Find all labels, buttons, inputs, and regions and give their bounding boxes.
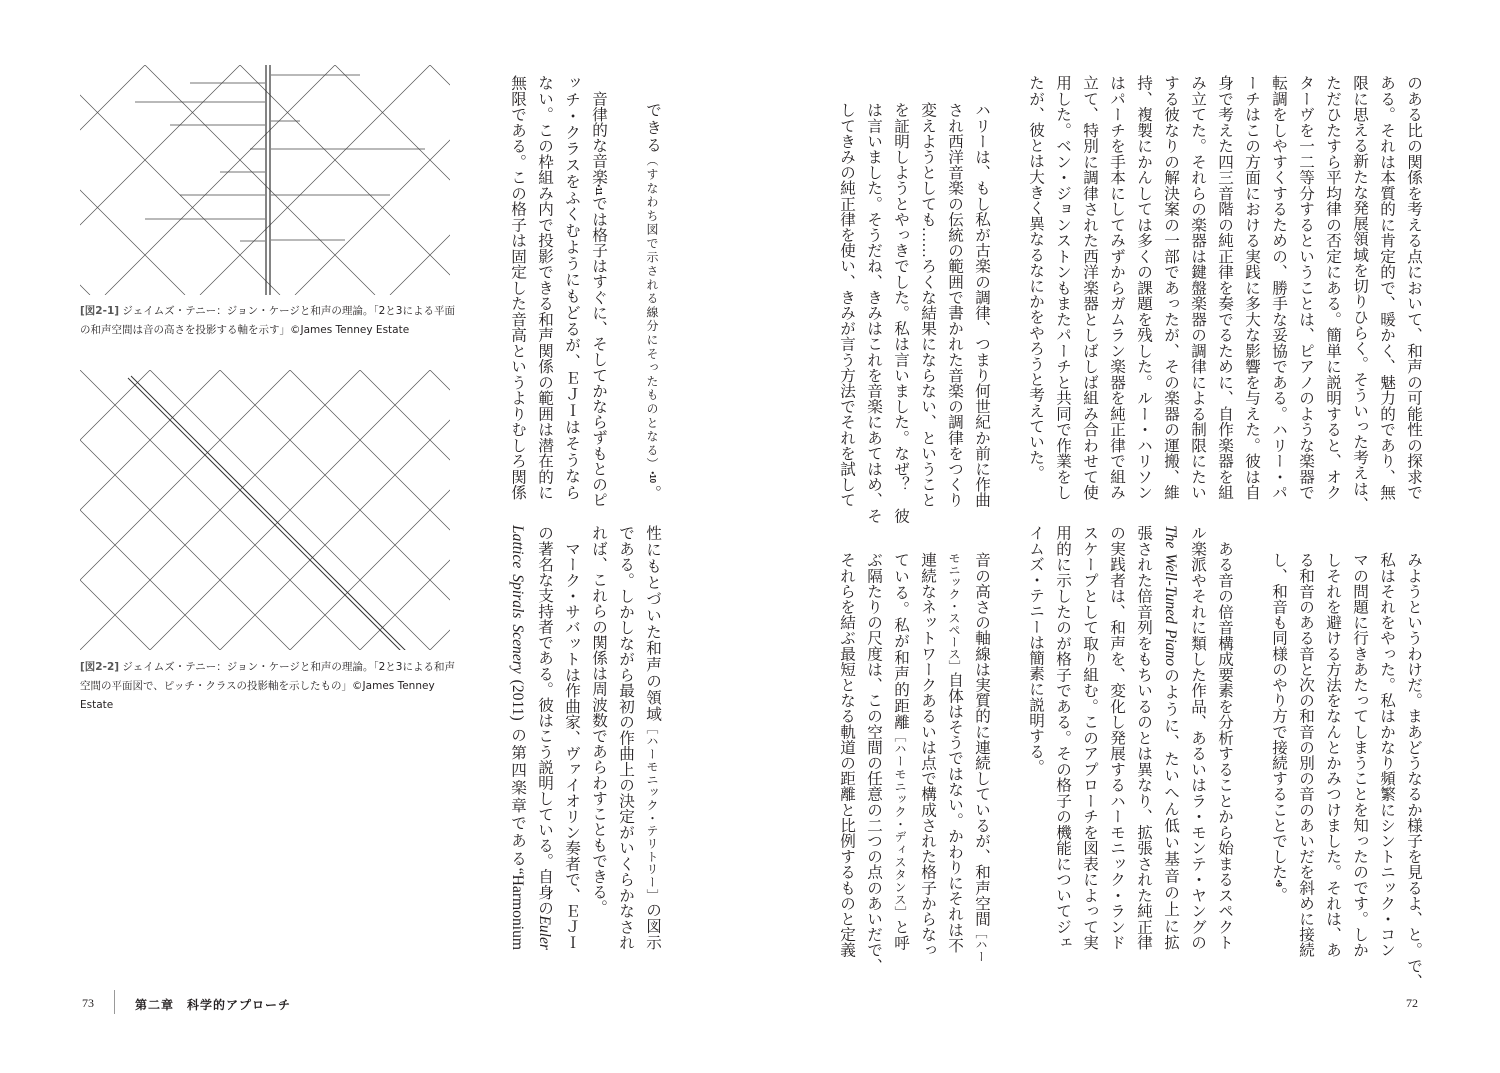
- italic-title: Euler: [536, 915, 553, 950]
- text-run: 性にもとづいた和声の領域: [644, 525, 661, 723]
- text-run: できる: [644, 101, 661, 154]
- text-column: 私はそれをやった。私はかなり頻繁にシントニック・コン: [1378, 551, 1395, 958]
- lattice-line: [335, 65, 450, 295]
- block-quote: [833, 75, 995, 523]
- lattice-line: [80, 65, 185, 295]
- text-run: 。: [1270, 886, 1287, 902]
- text-column: れば、これらの関係は周波数であらわすこともできる。: [590, 525, 607, 915]
- footnote-marker: •11: [594, 184, 603, 196]
- lattice-line: [295, 65, 450, 295]
- lattice-line: [240, 65, 450, 295]
- text-column: み立てた。それらの楽器は鍵盤楽器の調律による制限にたい: [1189, 75, 1206, 500]
- text-column: ない。この枠組み内で投影できる和声関係の範囲は潜在的に: [536, 75, 553, 500]
- footer-divider: [114, 990, 115, 1014]
- page-number-left: 73: [82, 996, 94, 1010]
- figure-2-1-lattice-diagram: [80, 65, 450, 295]
- text-column: イムズ・テニーは簡素に説明する。: [1027, 525, 1044, 775]
- figure-2-1-caption: [80, 302, 460, 340]
- lattice-line: [80, 370, 290, 650]
- text-run: のように、たいへん低い基音の上に拡: [1162, 666, 1179, 951]
- lattice-line: [145, 65, 375, 295]
- caption-text: ジェイムズ・テニー：ジョン・ケージと和声の理論。「2と3による平面の和声空間は音の高さを投影する軸を示す」©James Tenney Estate: [80, 305, 455, 336]
- paragraph: [1022, 525, 1238, 950]
- text-column: [968, 525, 995, 962]
- figure-2-2-caption: [80, 658, 460, 715]
- text-column: [531, 525, 558, 950]
- text-run: （すなわち図で示される線分にそったものとなる）: [645, 153, 659, 471]
- lattice-line: [290, 370, 450, 650]
- text-column: は言いました。そうだね、きみはこれを音楽にあてはめ、そ: [865, 101, 882, 523]
- paragraph: [585, 525, 666, 950]
- text-run: (2011) の第四楽章である“Harmonium: [509, 673, 526, 950]
- page-number-right: 72: [1406, 996, 1418, 1010]
- text-column: 変えようとしても……ろくな結果にならない、ということ: [919, 101, 936, 508]
- text-column: 身で考えた四三音階の純正律を奏でるために、自作楽器を組: [1216, 75, 1233, 500]
- caption-text: ジェイムズ・テニー：ジョン・ケージと和声の理論。「2と3による和声空間の平面図で、ピッチ・クラスの投影軸を示したもの」©James Tenney Estate: [80, 661, 455, 711]
- text-run: 自体はそうではない。かわりにそれは不: [946, 671, 963, 953]
- lattice-line: [290, 370, 450, 650]
- text-column: ある。それは本質的に肯定的で、暖かく、魅力的であり、無: [1378, 75, 1395, 500]
- text-column: [887, 525, 914, 950]
- paragraph: [504, 75, 612, 508]
- right-page-bottom-text: [833, 525, 1427, 989]
- text-column: 用した。ベン・ジョンストンもまたパーチと共同で作業をし: [1054, 75, 1071, 500]
- text-column: ッチ・クラスをふくむようにもどるが、ＥＪＩはそうなら: [563, 75, 580, 500]
- figure-tag: [図2-1]: [80, 305, 120, 317]
- lattice-line: [128, 378, 405, 650]
- text-column: され西洋音楽の伝統の範囲で書かれた音楽の調律をつくり: [946, 101, 963, 508]
- paragraph: [504, 525, 585, 950]
- lattice-line: [80, 65, 90, 295]
- text-column: [639, 525, 666, 950]
- text-run: 。: [644, 482, 661, 501]
- block-quote: [833, 525, 995, 973]
- lattice-line: [80, 65, 145, 295]
- text-column: [1265, 525, 1292, 950]
- text-column: である。しかしながら最初の作曲上の決定がいくらかなされ: [617, 525, 634, 950]
- lattice-line: [430, 370, 450, 650]
- text-column: 用的に示したのが格子である。その格子の機能についてジェ: [1054, 525, 1071, 950]
- text-column: る和音のある音と次の和音の別の音のあいだを斜めに接続: [1297, 551, 1314, 958]
- text-column: たが、彼とは大きく異なるなにかをやろうと考えていた。: [1027, 75, 1044, 481]
- text-column: [1157, 525, 1184, 950]
- text-column: [585, 75, 612, 508]
- figure-tag: [図2-2]: [80, 661, 120, 673]
- text-column: マの問題に行きあたってしまうことを知ったのです。しか: [1351, 551, 1368, 958]
- lattice-line: [220, 370, 450, 650]
- text-column: 立て、特別に調律された西洋楽器としばしば組み合わせて使: [1081, 75, 1098, 500]
- lattice-line: [200, 65, 430, 295]
- text-column: ぶ隔たりの尺度は、この空間の任意の二つの点のあいだで、: [865, 551, 882, 973]
- lattice-line: [80, 65, 240, 295]
- text-run: ［ハー: [974, 925, 988, 962]
- text-column: みようというわけだ。まあどうなるか様子を見るよ、と。で、: [1405, 551, 1422, 989]
- text-column: ーチはこの方面における実践に多大な影響を与えた。彼は自: [1243, 75, 1260, 500]
- italic-title: Lattice Spirals Scenery: [509, 525, 526, 674]
- paragraph: [1022, 75, 1427, 512]
- right-page-top-text: [833, 75, 1427, 523]
- text-column: マーク・サバットは作曲家、ヴァイオリン奏者で、ＥＪＩ: [563, 525, 580, 950]
- text-column: 持、複製にかんしては多くの課題を残した。ルー・ハリソン: [1135, 75, 1152, 500]
- lattice-line: [360, 370, 450, 650]
- lattice-line: [360, 370, 450, 650]
- text-run: 音の高さの軸線は実質的に連続しているが、和声空間: [973, 551, 990, 926]
- block-quote: [1265, 525, 1427, 989]
- text-run: の著名な支持者である。彼はこう説明している。自身の: [536, 525, 553, 916]
- lattice-line: [80, 370, 150, 650]
- text-run: の図示: [644, 901, 661, 951]
- text-run: 音律的な音楽: [590, 75, 607, 185]
- text-column: [639, 75, 666, 500]
- text-column: のある比の関係を考える点において、和声の可能性の探求で: [1405, 75, 1422, 500]
- footnote-marker: •10: [648, 470, 657, 483]
- text-run: ［ハーモニック・テリトリー］: [645, 722, 659, 902]
- lattice-line: [80, 65, 280, 295]
- lattice-line: [390, 65, 450, 295]
- lattice-line: [131, 376, 408, 650]
- text-run: モニック・スペース］: [947, 551, 961, 672]
- text-column: 無限である。この格子は固定した音高というよりむしろ関係: [509, 75, 526, 500]
- text-column: はパーチを手本にしてみずからガムラン楽器を純正律で組み: [1108, 75, 1125, 500]
- text-column: [504, 525, 531, 950]
- text-column: ハリーは、もし私が古楽の調律、つまり何世紀か前に作曲: [973, 101, 990, 508]
- text-run: では格子はすぐに、そしてかならずもとのピ: [590, 195, 607, 508]
- left-page-top-text: [504, 75, 666, 508]
- text-column: の実践者は、和声を、変化し発展するハーモニック・ランド: [1108, 525, 1125, 950]
- running-head: 第二章 科学的アプローチ: [135, 998, 292, 1012]
- text-run: と呼: [892, 918, 909, 951]
- text-column: スケープとして取り組む。このアプローチを図表によって実: [1081, 525, 1098, 950]
- text-column: 張された倍音列をもちいるのとは異なり、拡張された純正律: [1135, 525, 1152, 950]
- lattice-line: [430, 370, 450, 650]
- lattice-line: [80, 370, 290, 650]
- left-page-bottom-text: [504, 525, 666, 950]
- text-column: してきみの純正律を使い、きみが言う方法でそれを試して: [838, 101, 855, 508]
- text-column: [941, 525, 968, 953]
- text-column: しそれを避ける方法をなんとかみつけました。それは、あ: [1324, 551, 1341, 958]
- text-column: それらを結ぶ最短となる軌道の距離と比例するものと定義: [838, 551, 855, 958]
- text-column: 連続なネットワークあるいは点で構成された格子からなっ: [919, 551, 936, 958]
- text-column: ル楽派やそれに類した作品、あるいはラ・モンテ・ヤングの: [1189, 525, 1206, 950]
- text-column: ターヴを一二等分するということは、ピアノのような楽器で: [1297, 75, 1314, 500]
- text-run: ている。私が和声的距離: [892, 551, 909, 730]
- text-run: し、和音も同様のやり方で接続することでした: [1270, 551, 1287, 880]
- text-column: する彼なりの解決案の一部であったが、その楽器の運搬、維: [1162, 75, 1179, 500]
- text-run: ［ハーモニック・ディスタンス］: [893, 729, 907, 919]
- lattice-line: [80, 370, 150, 650]
- lattice-line: [220, 370, 450, 650]
- text-column: ある音の倍音構成要素を分析することから始まるスペクト: [1216, 525, 1233, 950]
- lattice-line: [105, 65, 335, 295]
- italic-title: The Well-Tuned Piano: [1162, 525, 1179, 667]
- text-column: を証明しようとやっきでした。私は言いました。なぜ？ 彼: [892, 101, 909, 523]
- block-quote: [639, 75, 666, 500]
- text-column: 限に思える新たな発展領域を切りひらく。そういった考えは、: [1351, 75, 1368, 512]
- figure-2-2-lattice-diagram: [80, 370, 450, 650]
- text-column: 転調をしやすくするための、勝手な妥協である。ハリー・パ: [1270, 75, 1287, 500]
- footnote-marker: •9: [1274, 879, 1283, 887]
- lattice-line: [430, 65, 450, 295]
- text-column: ただひたすら平均律の否定にある。簡単に説明すると、オク: [1324, 75, 1341, 500]
